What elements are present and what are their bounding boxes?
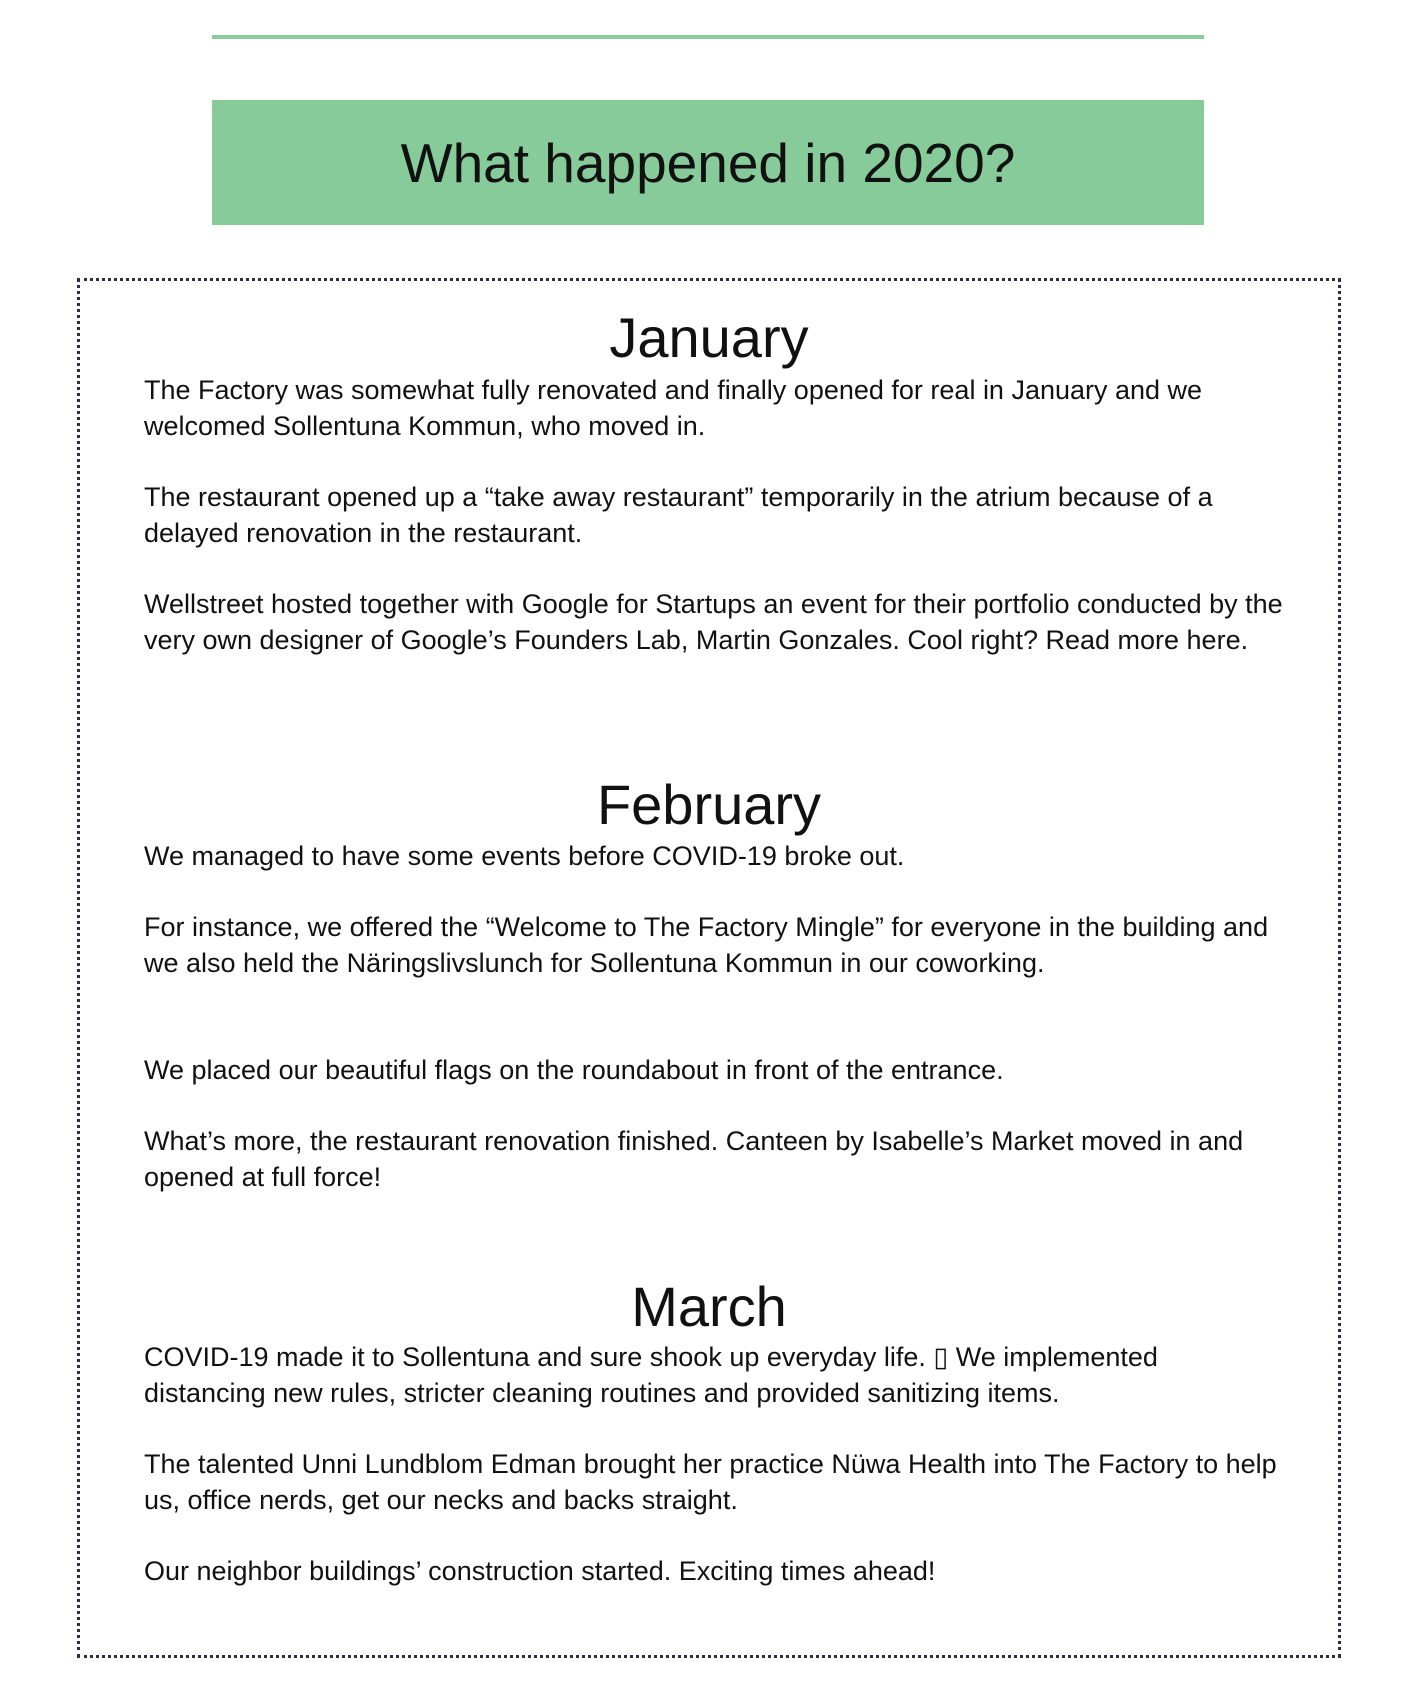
march-paragraph-1: COVID-19 made it to Sollentuna and sure shook up everyday life. ▯ We implemented distancing new rules, stricter cleaning routines and provided sanitizing items.	[144, 1342, 1158, 1408]
march-paragraph-2: The talented Unni Lundblom Edman brought her practice Nüwa Health into The Factory to help us, office nerds, get our necks and backs straight.	[144, 1449, 1277, 1515]
january-paragraph-3: Wellstreet hosted together with Google for Startups an event for their portfolio conducted by the very own designer of Google’s Founders Lab, Martin Gonzales. Cool right? Read more here.	[144, 589, 1283, 655]
january-paragraph-1: The Factory was somewhat fully renovated and finally opened for real in January and we welcomed Sollentuna Kommun, who moved in.	[144, 375, 1203, 441]
february-paragraph-4: What’s more, the restaurant renovation finished. Canteen by Isabelle’s Market moved in and opened at full force!	[144, 1126, 1244, 1192]
february-paragraph-3: We placed our beautiful flags on the roundabout in front of the entrance.	[144, 1055, 1004, 1085]
month-heading-march: March	[631, 1275, 787, 1338]
top-divider	[212, 35, 1204, 39]
title-banner	[212, 100, 1204, 225]
month-heading-january: January	[609, 306, 809, 369]
timeline-box	[77, 278, 1341, 1658]
february-paragraph-1: We managed to have some events before COVID-19 broke out.	[144, 841, 905, 871]
january-paragraph-2: The restaurant opened up a “take away restaurant” temporarily in the atrium because of a delayed renovation in the restaurant.	[144, 482, 1213, 548]
page-title: What happened in 2020?	[400, 131, 1016, 194]
month-heading-february: February	[596, 773, 822, 836]
february-paragraph-2: For instance, we offered the “Welcome to The Factory Mingle” for everyone in the building and we also held the Näringslivslunch for Sollentuna Kommun in our coworking.	[144, 912, 1269, 978]
march-paragraph-3: Our neighbor buildings’ construction started. Exciting times ahead!	[144, 1556, 936, 1586]
